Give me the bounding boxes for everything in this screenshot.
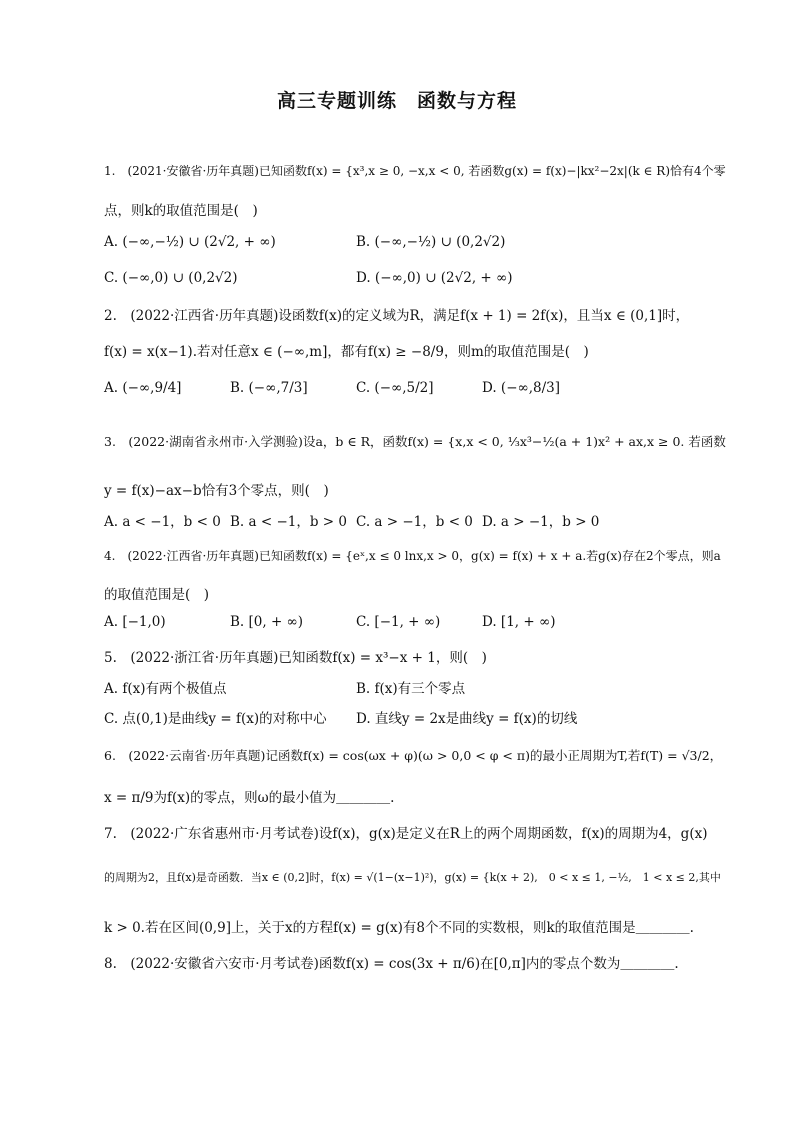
question-6-stem-cont: x = π/9为f(x)的零点，则ω的最小值为＿＿＿＿. — [104, 790, 395, 806]
question-3-option-a: A. a < −1，b < 0 — [104, 514, 221, 530]
page-title: 高三专题训练 函数与方程 — [276, 90, 517, 112]
question-3-option-b: B. a < −1，b > 0 — [230, 514, 347, 530]
question-4-option-b: B. [0, + ∞) — [230, 614, 304, 630]
question-2-option-d: D. (−∞,8/3] — [482, 380, 561, 396]
question-5-option-a: A. f(x)有两个极值点 — [104, 681, 227, 697]
question-5-stem: 5. (2022·浙江省·历年真题)已知函数f(x) = x³−x + 1，则( ) — [104, 650, 487, 666]
question-5-option-b: B. f(x)有三个零点 — [356, 681, 466, 697]
question-1-stem-cont: 点，则k的取值范围是( ) — [104, 203, 258, 219]
question-7-stem: 7. (2022·广东省惠州市·月考试卷)设f(x)，g(x)是定义在R上的两个周期函数，f(x)的周期为4，g(x) — [104, 826, 708, 842]
question-5-option-c: C. 点(0,1)是曲线y = f(x)的对称中心 — [104, 711, 327, 727]
question-1-option-a: A. (−∞,−½) ∪ (2√2, + ∞) — [104, 234, 276, 250]
question-6-stem: 6. (2022·云南省·历年真题)记函数f(x) = cos(ωx + φ)(ω > 0,0 < φ < π)的最小正周期为T,若f(T) = √3/2， — [104, 748, 723, 763]
question-2-option-b: B. (−∞,7/3] — [230, 380, 308, 396]
question-1-option-d: D. (−∞,0) ∪ (2√2, + ∞) — [356, 270, 513, 286]
question-4-stem: 4. (2022·江西省·历年真题)已知函数f(x) = {eˣ,x ≤ 0 lnx,x > 0，g(x) = f(x) + x + a.若g(x)存在2个零点，则a — [104, 549, 721, 563]
question-2-option-c: C. (−∞,5/2] — [356, 380, 434, 396]
question-5-option-d: D. 直线y = 2x是曲线y = f(x)的切线 — [356, 711, 578, 727]
question-1-option-c: C. (−∞,0) ∪ (0,2√2) — [104, 270, 238, 286]
question-4-option-a: A. [−1,0) — [104, 614, 166, 630]
question-8-stem: 8. (2022·安徽省六安市·月考试卷)函数f(x) = cos(3x + π/6)在[0,π]内的零点个数为＿＿＿＿. — [104, 956, 679, 972]
question-3-stem: 3. (2022·湖南省永州市·入学测验)设a，b ∈ R，函数f(x) = {x,x < 0, ⅓x³−½(a + 1)x² + ax,x ≥ 0. 若函数 — [104, 434, 726, 449]
question-1-option-b: B. (−∞,−½) ∪ (0,2√2) — [356, 234, 506, 250]
question-3-option-c: C. a > −1，b < 0 — [356, 514, 473, 530]
question-2-stem-cont: f(x) = x(x−1).若对任意x ∈ (−∞,m]，都有f(x) ≥ −8/9，则m的取值范围是( ) — [104, 344, 589, 360]
question-7-stem-cont-2: k > 0.若在区间(0,9]上，关于x的方程f(x) = g(x)有8个不同的实数根，则k的取值范围是＿＿＿＿. — [104, 920, 694, 936]
question-2-option-a: A. (−∞,9/4] — [104, 380, 182, 396]
question-3-stem-cont: y = f(x)−ax−b恰有3个零点，则( ) — [104, 483, 329, 499]
question-3-option-d: D. a > −1，b > 0 — [482, 514, 600, 530]
question-4-option-c: C. [−1, + ∞) — [356, 614, 441, 630]
question-4-option-d: D. [1, + ∞) — [482, 614, 556, 630]
question-4-stem-cont: 的取值范围是( ) — [104, 587, 210, 603]
question-1-stem: 1. (2021·安徽省·历年真题)已知函数f(x) = {x³,x ≥ 0, −x,x < 0, 若函数g(x) = f(x)−|kx²−2x|(k ∈ R)恰有4个零 — [104, 164, 726, 178]
question-2-stem: 2. (2022·江西省·历年真题)设函数f(x)的定义域为R，满足f(x + 1) = 2f(x)，且当x ∈ (0,1]时， — [104, 308, 690, 324]
question-7-stem-cont: 的周期为2，且f(x)是奇函数．当x ∈ (0,2]时，f(x) = √(1−(x−1)²)，g(x) = {k(x + 2), 0 < x ≤ 1, −½, 1 < x ≤ 2,其中 — [104, 871, 721, 884]
